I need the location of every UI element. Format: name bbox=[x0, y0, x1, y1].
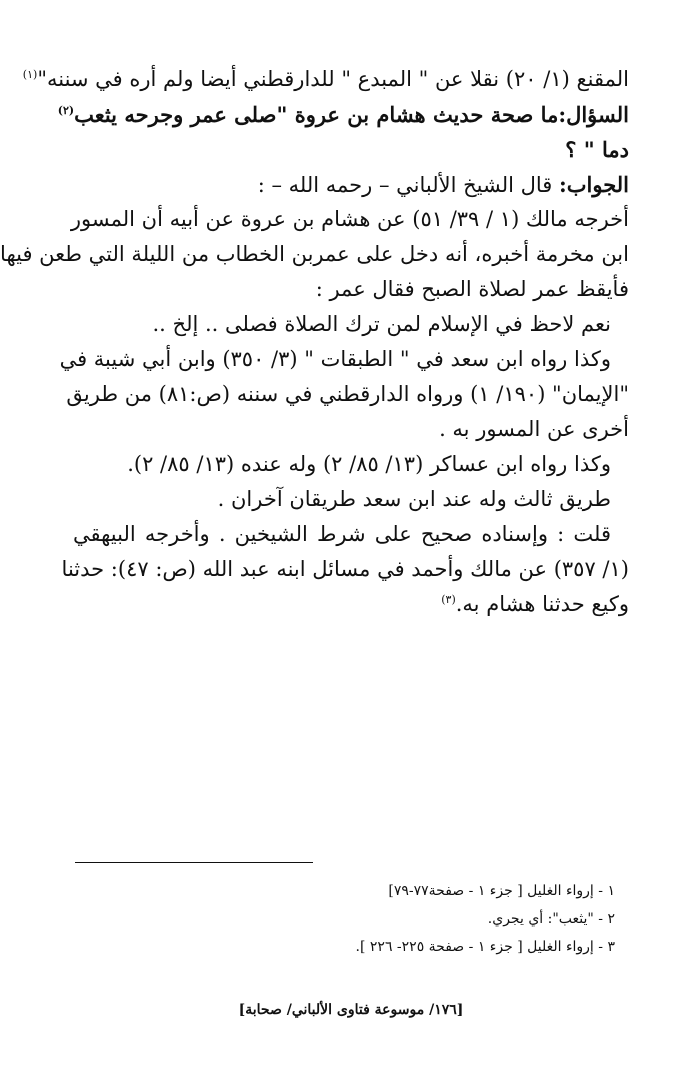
text-line-13: طريق ثالث وله عند ابن سعد طريقان آخران . bbox=[217, 487, 611, 511]
footnote-3: ٣ - إرواء الغليل [ جزء ١ - صفحة ٢٢٥- ٢٢٦ ]. bbox=[355, 939, 615, 955]
text-line-8: نعم لاحظ في الإسلام لمن ترك الصلاة فصلى .. إلخ .. bbox=[152, 312, 611, 336]
text-line-11: أخرى عن المسور به . bbox=[439, 417, 629, 441]
answer-label: الجواب: bbox=[559, 172, 629, 197]
footnote-ref-2: (٢) bbox=[57, 104, 75, 117]
answer-line: الجواب: قال الشيخ الألباني – رحمه الله – : bbox=[257, 172, 629, 197]
footnote-ref-1: (١) bbox=[22, 68, 38, 81]
footnote-1: ١ - إرواء الغليل [ جزء ١ - صفحة٧٧-٧٩] bbox=[388, 883, 615, 899]
question-line: السؤال:ما صحة حديث هشام بن عروة "صلى عمر وجرحه يثعب$^{(٢)}$ bbox=[57, 102, 629, 127]
text-line-15: (١/ ٣٥٧) عن مالك وأحمد في مسائل ابنه عبد الله (ص: ٤٧): حدثنا bbox=[61, 557, 629, 581]
text-line-1: المقنع (١/ ٢٠) نقلا عن " المبدع " للدارقطني أيضا ولم أره في سننه"$^{(١)}$ bbox=[22, 67, 629, 91]
text-line-12: وكذا رواه ابن عساكر (١٣/ ٨٥/ ٢) وله عنده (١٣/ ٨٥/ ٢). bbox=[127, 452, 611, 476]
footnotes bbox=[75, 862, 615, 961]
footnote-ref-3: (٣) bbox=[441, 593, 456, 606]
main-text bbox=[0, 62, 629, 622]
page-footer: [١٧٦/ موسوعة فتاوى الألباني/ صحابة] bbox=[238, 1002, 464, 1018]
text-line-14: قلت : وإسناده صحيح على شرط الشيخين . وأخرجه البيهقي bbox=[73, 522, 611, 546]
question-label: السؤال: bbox=[558, 102, 629, 127]
question-line-continued: دما " ؟ bbox=[565, 137, 629, 162]
text-line-16: وكيع حدثنا هشام به.$^{(٣)}$ bbox=[441, 592, 629, 616]
text-line-9: وكذا رواه ابن سعد في " الطبقات " (٣/ ٣٥٠) وابن أبي شيبة في bbox=[59, 347, 611, 371]
text-line-5: أخرجه مالك (١ / ٣٩/ ٥١) عن هشام بن عروة عن أبيه أن المسور bbox=[70, 207, 629, 231]
text-line-7: فأيقظ عمر لصلاة الصبح فقال عمر : bbox=[315, 277, 629, 301]
footnote-divider bbox=[75, 862, 313, 863]
footnote-2: ٢ - "يثعب": أي يجري. bbox=[487, 911, 615, 927]
text-line-6: ابن مخرمة أخبره، أنه دخل على عمربن الخطاب من الليلة التي طعن فيها bbox=[0, 242, 629, 266]
text-line-10: "الإيمان" (١٩٠/ ١) ورواه الدارقطني في سننه (ص:٨١) من طريق bbox=[66, 382, 629, 406]
